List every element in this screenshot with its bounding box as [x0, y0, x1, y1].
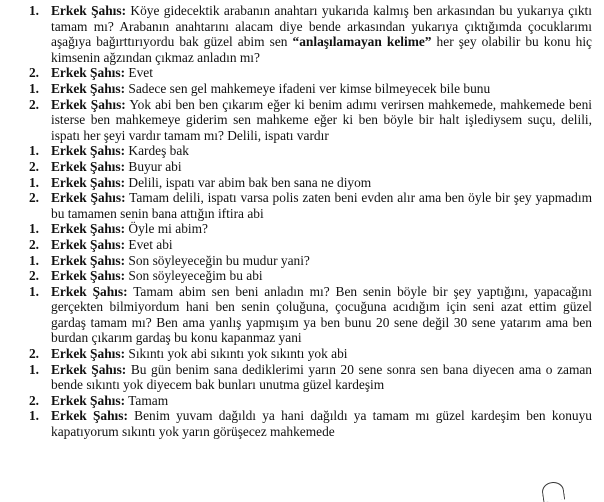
entry-number: 2. [28, 158, 39, 174]
entry-number: 2. [28, 236, 39, 252]
transcript-entry [12, 362, 592, 393]
speaker-label: Erkek Şahıs: [51, 96, 126, 112]
entry-text: Tamam delili, ispatı varsa polis zaten beni evden alır ama ben öyle bir şey yapmadım bu tamamen senin bana attığın iftira abi [51, 190, 592, 221]
unintelligible-note: “anlaşılamayan kelime” [292, 34, 432, 50]
entry-text: Benim yuvam dağıldı ya hani dağıldı ya tamam mı güzel kardeşim ben konuyu kapatıyorum sıkıntı yok yarın görüşecez mahkemede [51, 408, 593, 440]
entry-body [51, 81, 592, 97]
entry-body [51, 268, 592, 284]
speaker-label: Erkek Şahıs: [51, 346, 126, 362]
entry-number: 1. [28, 143, 39, 159]
transcript-entry [12, 268, 592, 284]
speaker-label: Erkek Şahıs: [51, 361, 127, 377]
entry-text: Delili, ispatı var abim bak ben sana ne diyom [125, 174, 372, 190]
entry-body [51, 175, 592, 191]
entry-number: 1. [28, 80, 39, 96]
speaker-label: Erkek Şahıs: [51, 408, 128, 424]
entry-number: 2. [28, 96, 39, 112]
speaker-label: Erkek Şahıs: [51, 174, 126, 190]
entry-text: Sadece sen gel mahkemeye ifadeni ver kimse bilmeyecek bile bunu [125, 80, 491, 96]
entry-number: 1. [28, 361, 39, 377]
speaker-label: Erkek Şahıs: [51, 392, 126, 408]
handwritten-mark [541, 481, 565, 502]
entry-body [51, 393, 592, 409]
transcript-entry [12, 253, 592, 269]
transcript-entry [12, 393, 592, 409]
transcript-entry [12, 81, 592, 97]
transcript-entry [12, 190, 592, 221]
entry-body [51, 3, 592, 65]
entry-body [51, 253, 592, 269]
entry-number: 2. [28, 268, 39, 284]
entry-body [51, 346, 592, 362]
speaker-label: Erkek Şahıs: [51, 65, 126, 81]
entry-text: Yok abi ben ben çıkarım eğer ki benim adımı verirsen mahkemede, mahkemede beni isterse ben mahkemeye giderim sen mahkeme eğer ki ben böyle bir halt işlediysem suçu, delili, ispatı her şeyi vardır tamam mı? Delili, ispatı vardır [51, 96, 593, 143]
speaker-label: Erkek Şahıs: [51, 80, 126, 96]
speaker-label: Erkek Şahıs: [51, 158, 126, 174]
transcript-entry [12, 346, 592, 362]
transcript-entry [12, 408, 592, 439]
entry-text: Bu gün benim sana dediklerimi yarın 20 sene sonra sen bana diyecen ama o zaman bende sıkıntı yok diyecem bak bunları unutma güzel kardeşim [51, 361, 593, 393]
entry-number: 1. [28, 3, 39, 18]
entry-body [51, 284, 592, 346]
entry-text: Kardeş bak [125, 143, 189, 159]
entry-text-continued: her şey olabilir bu konu hiç kimsenin ağzından çıkmaz anladın mı? [51, 34, 592, 65]
entry-text: Son söyleyeceğim bu abi [125, 268, 263, 284]
speaker-label: Erkek Şahıs: [51, 190, 126, 206]
entry-number: 2. [28, 346, 39, 362]
transcript-entry [12, 143, 592, 159]
entry-body [51, 408, 592, 439]
entry-number: 2. [28, 190, 39, 206]
entry-body [51, 190, 592, 221]
entry-number: 1. [28, 221, 39, 237]
entry-body [51, 237, 592, 253]
speaker-label: Erkek Şahıs: [51, 252, 126, 268]
entry-body [51, 362, 592, 393]
transcript-entry [12, 284, 592, 346]
speaker-label: Erkek Şahıs: [51, 236, 126, 252]
speaker-label: Erkek Şahıs: [51, 143, 126, 159]
transcript-entry [12, 97, 592, 144]
entry-number: 1. [28, 408, 39, 424]
transcript-entry [12, 159, 592, 175]
entry-number: 1. [28, 252, 39, 268]
entry-body [51, 159, 592, 175]
transcript-list [12, 3, 592, 440]
entry-text: Tamam [125, 392, 169, 408]
entry-text: Buyur abi [125, 158, 182, 174]
speaker-label: Erkek Şahıs: [51, 283, 128, 299]
entry-text: Evet abi [125, 236, 173, 252]
entry-number: 2. [28, 392, 39, 408]
speaker-label: Erkek Şahıs: [51, 221, 126, 237]
entry-body [51, 97, 592, 144]
speaker-label: Erkek Şahıs: [51, 3, 127, 18]
entry-text: Sıkıntı yok abi sıkıntı yok sıkıntı yok abi [125, 346, 348, 362]
entry-text: Tamam abim sen beni anladın mı? Ben senin böyle bir şey yaptığını, yapacağını gerçekten bilmiyordum hani ben senin çoluğuna, çocuğuna acıdığım için seni azat ettim güzel gardaş tamam mı? Ben ama yanlış yapmışım ya ben bunu 20 sene değil 30 sene yatarım ama ben burdan çıkarım gardaş bu konu kapanmaz yani [51, 283, 592, 346]
speaker-label: Erkek Şahıs: [51, 268, 126, 284]
entry-number: 1. [28, 174, 39, 190]
entry-body [51, 65, 592, 81]
entry-number: 2. [28, 65, 39, 81]
transcript-entry [12, 237, 592, 253]
entry-text: Köye gidecektik arabanın anahtarı yukarıda kalmış ben arkasından bu yukarıya çıktı tamam mı? Arabanın anahtarını alacam diye bende arkasından yukarıya çıktığımda çocuklarımı aşağıya bağırttırıyordu bak güzel abim sen [51, 3, 592, 50]
entry-text: Son söyleyeceğin bu mudur yani? [125, 252, 310, 268]
transcript-entry [12, 221, 592, 237]
transcript-entry [12, 175, 592, 191]
entry-body [51, 221, 592, 237]
entry-text: Öyle mi abim? [125, 221, 208, 237]
entry-body [51, 143, 592, 159]
entry-text: Evet [125, 65, 153, 81]
entry-number: 1. [28, 283, 39, 299]
transcript-entry [12, 3, 592, 65]
transcript-entry [12, 65, 592, 81]
